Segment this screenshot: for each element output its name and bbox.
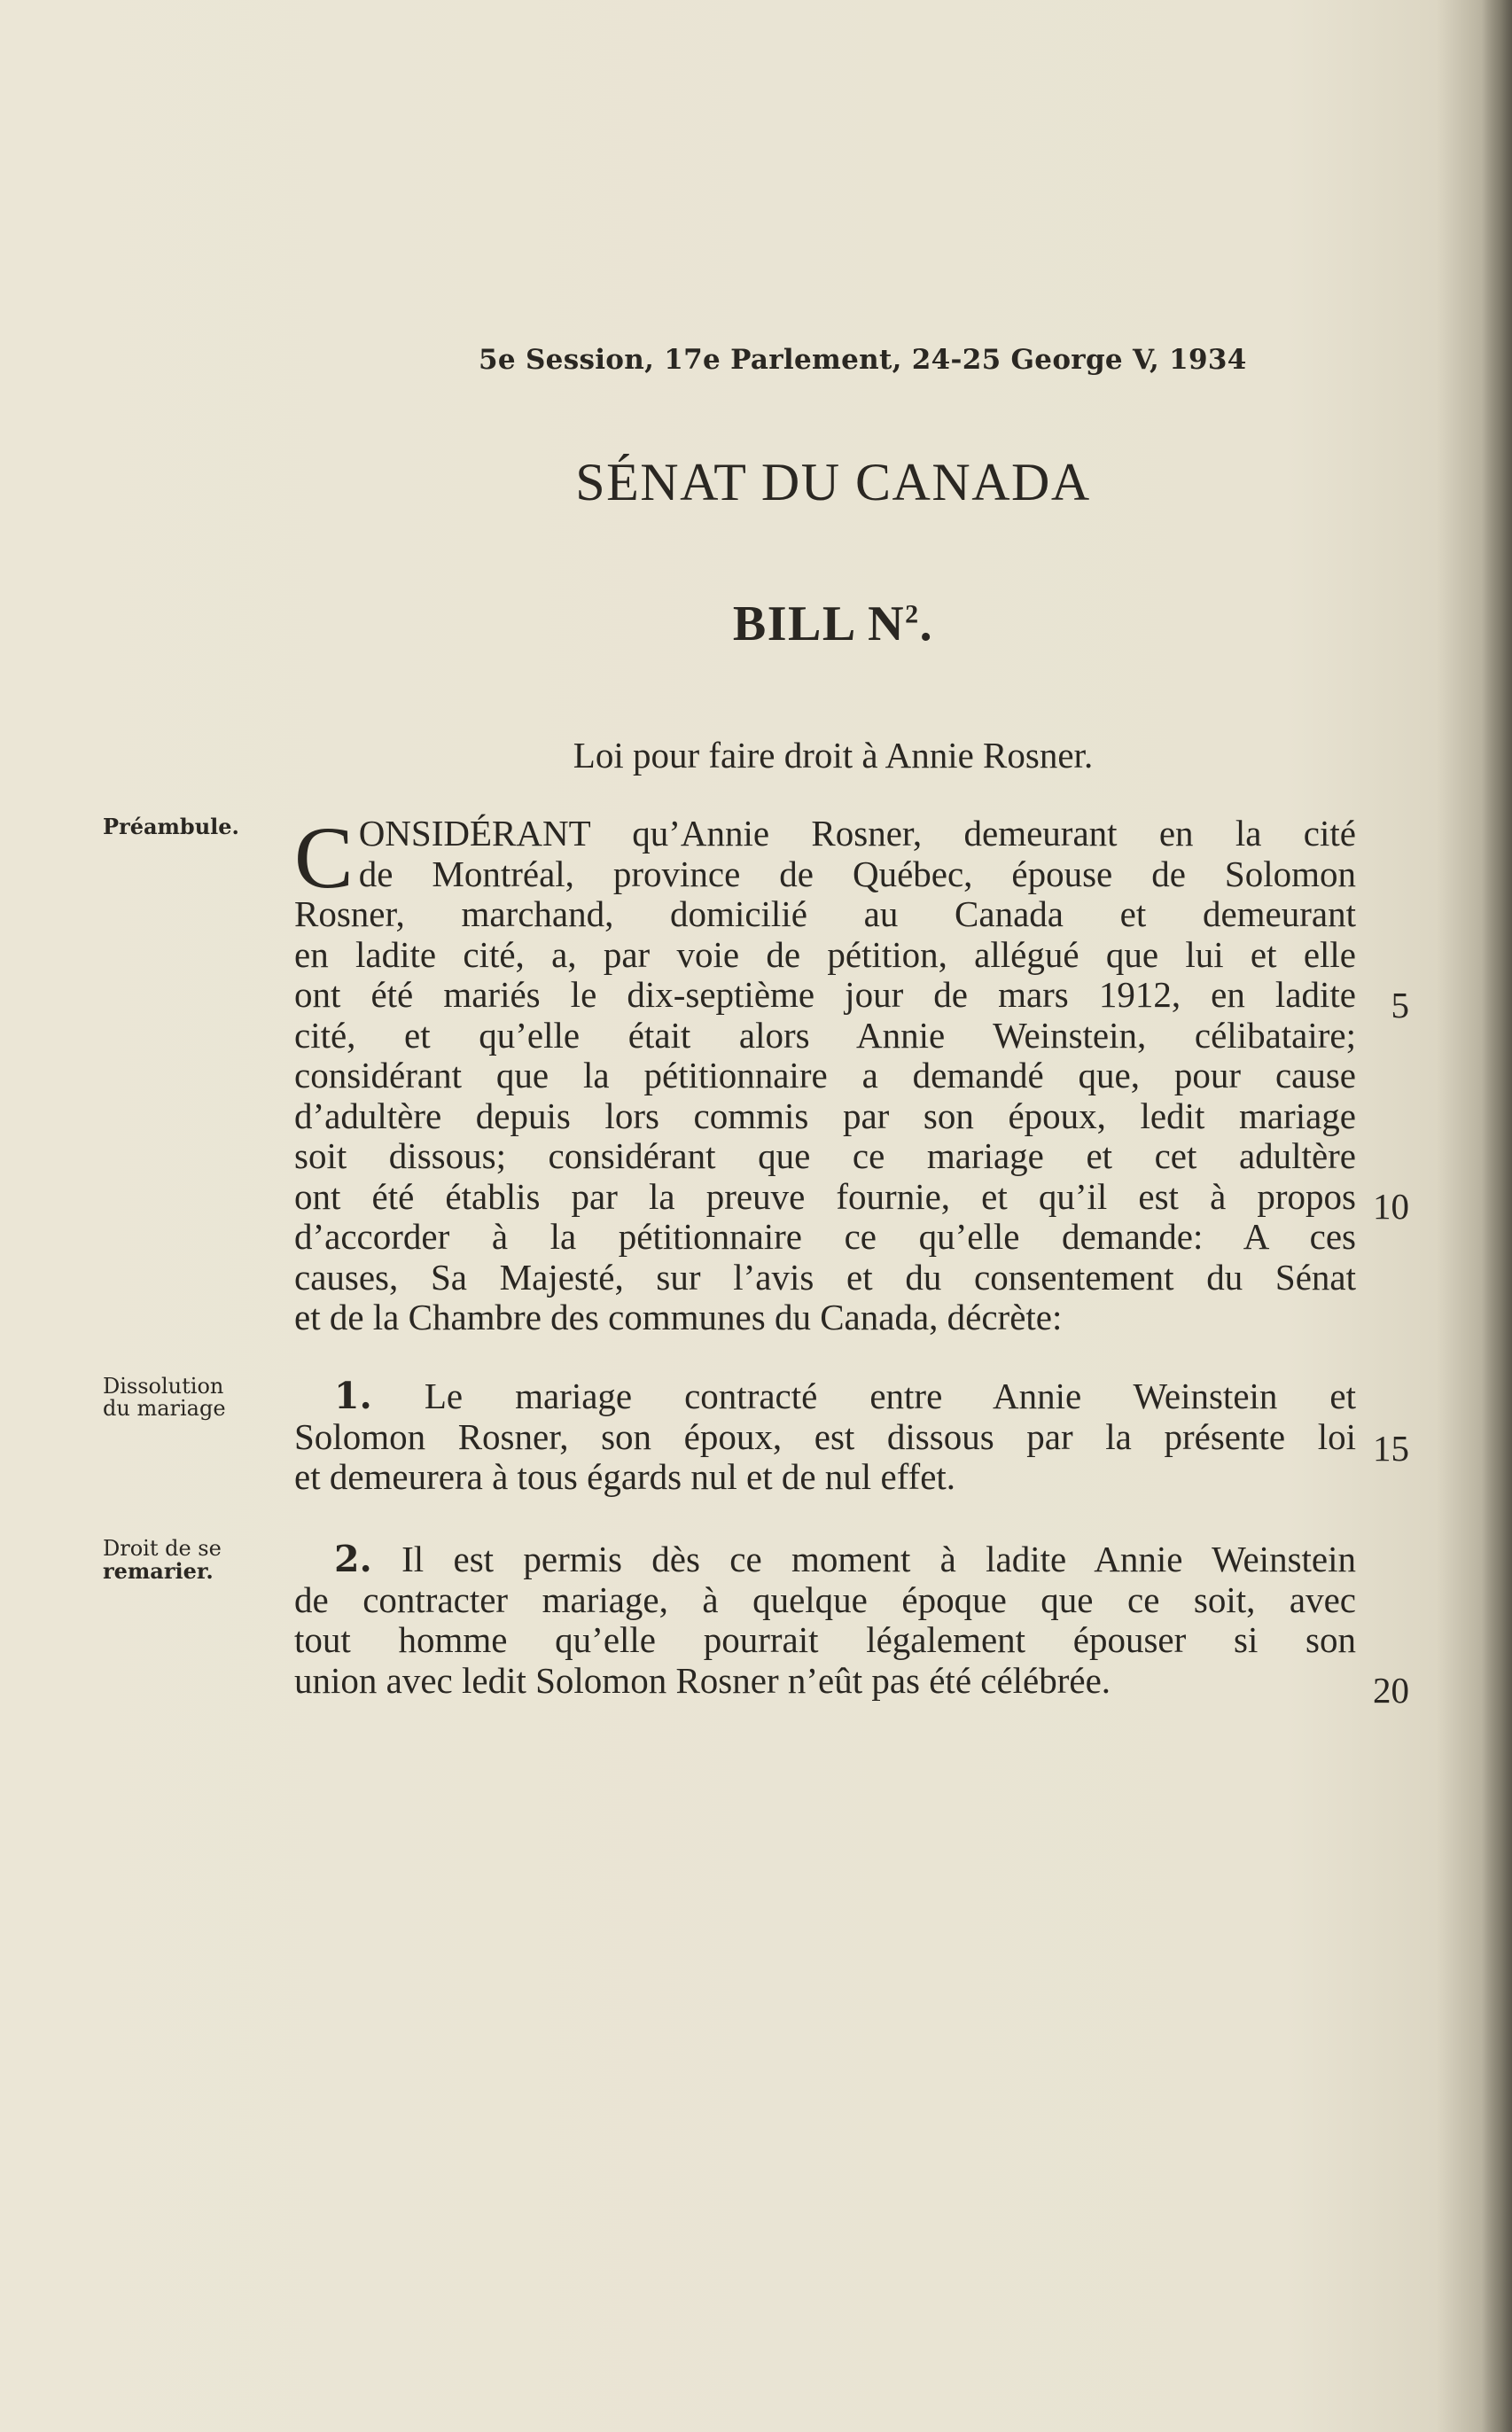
section-1-line: et demeurera à tous égards nul et de nul effet. xyxy=(294,1456,956,1497)
preamble-line: ONSIDÉRANT qu’Annie Rosner, demeurant en la cité xyxy=(358,813,1356,854)
margin-note-preamble: Préambule. xyxy=(103,814,239,839)
line-number-20: 20 xyxy=(1373,1670,1409,1711)
preamble-line: d’accorder à la pétitionnaire ce qu’elle demande: A ces xyxy=(294,1216,1356,1257)
preamble-line: en ladite cité, a, par voie de pétition, allégué que lui et elle xyxy=(294,933,1356,975)
line-number-15: 15 xyxy=(1373,1428,1409,1469)
section-2-first-line xyxy=(334,1539,1356,1580)
section-2 xyxy=(294,1539,1356,1701)
preamble-line: ont été mariés le dix-septième jour de mars 1912, en ladite xyxy=(294,974,1356,1015)
section-2-number: 2. xyxy=(334,1538,372,1580)
bill-subtitle: Loi pour faire droit à Annie Rosner. xyxy=(573,735,1094,776)
section-1 xyxy=(294,1376,1356,1498)
section-1-line: Le mariage contracté entre Annie Weinstein et xyxy=(424,1376,1357,1416)
margin-note-remarry-line1: Droit de se xyxy=(103,1536,222,1561)
preamble-line: de Montréal, province de Québec, épouse de Solomon xyxy=(358,853,1356,894)
section-2-line: de contracter mariage, à quelque époque que ce soit, avec xyxy=(294,1578,1356,1620)
preamble-line: soit dissous; considérant que ce mariage et cet adultère xyxy=(294,1135,1356,1176)
preamble-line: causes, Sa Majesté, sur l’avis et du consentement du Sénat xyxy=(294,1256,1356,1298)
section-2-line: tout homme qu’elle pourrait légalement épouser si son xyxy=(294,1619,1356,1660)
line-number-10: 10 xyxy=(1373,1186,1409,1227)
house-title: SÉNAT DU CANADA xyxy=(575,453,1091,511)
section-1-line: Solomon Rosner, son époux, est dissous par la présente loi xyxy=(294,1415,1356,1457)
bill-number: BILL $N^2$. xyxy=(732,596,934,651)
preamble-text xyxy=(294,808,1356,1338)
section-2-line: union avec ledit Solomon Rosner n’eût pas été célébrée. xyxy=(294,1659,1111,1701)
margin-note-dissolution-line1: Dissolution xyxy=(103,1374,224,1399)
page-edge-shadow xyxy=(1482,0,1512,2432)
preamble-line: considérant que la pétitionnaire a demandé que, pour cause xyxy=(294,1055,1356,1095)
margin-note-remarry xyxy=(103,1538,262,1582)
preamble-line: Rosner, marchand, domicilié au Canada et demeurant xyxy=(294,893,1356,934)
margin-note-dissolution xyxy=(103,1376,262,1420)
line-number-5: 5 xyxy=(1391,985,1409,1025)
section-1-number: 1. xyxy=(334,1375,372,1417)
margin-note-dissolution-line2: du mariage xyxy=(103,1396,226,1421)
margin-note-remarry-line2: remarier. xyxy=(103,1558,214,1584)
preamble-line: ont été établis par la preuve fournie, et qu’il est à propos xyxy=(294,1175,1356,1217)
dropcap-letter: C xyxy=(294,808,354,907)
preamble-line: cité, et qu’elle était alors Annie Weinstein, célibataire; xyxy=(294,1014,1356,1056)
preamble-line: d’adultère depuis lors commis par son époux, ledit mariage xyxy=(294,1095,1356,1136)
section-1-first-line xyxy=(334,1376,1356,1417)
section-2-line: Il est permis dès ce moment à ladite Annie Weinstein xyxy=(401,1539,1357,1579)
session-line: 5e Session, 17e Parlement, 24-25 George V, 1934 xyxy=(479,344,1247,376)
preamble-line: et de la Chambre des communes du Canada, décrète: xyxy=(294,1297,1063,1337)
